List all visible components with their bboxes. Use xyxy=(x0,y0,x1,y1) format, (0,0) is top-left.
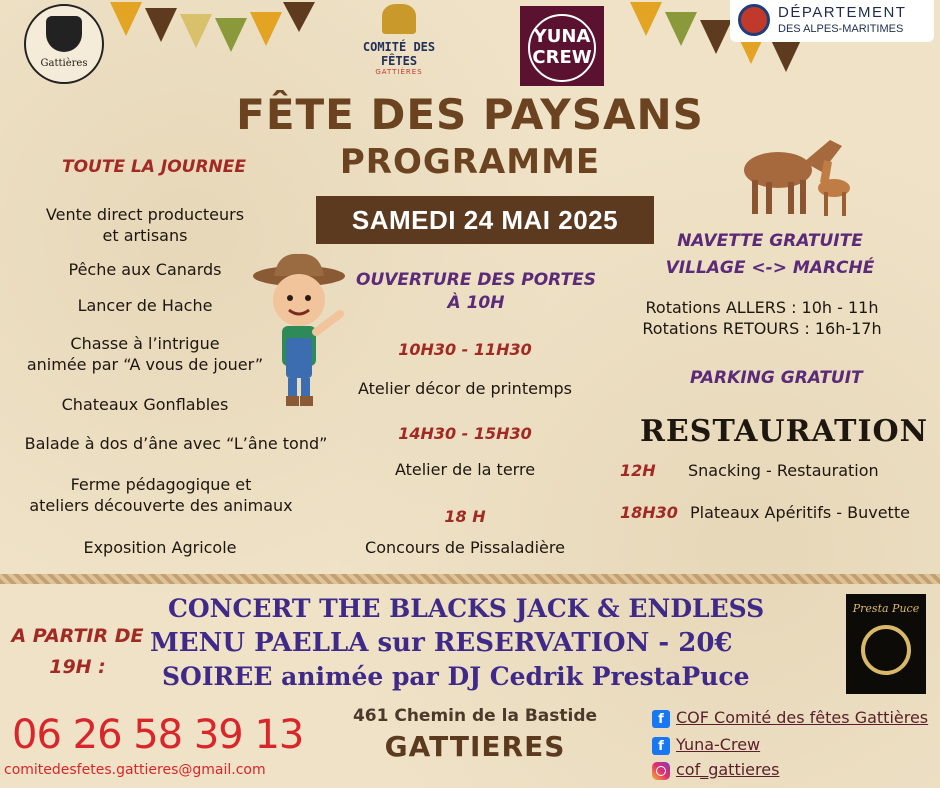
email-address[interactable]: comitedesfetes.gattieres@gmail.com xyxy=(4,762,266,778)
food-time-1: 12H xyxy=(620,461,656,480)
left-item-1: Vente direct producteurs et artisans xyxy=(45,205,245,245)
comite-logo-line2: FÊTES xyxy=(380,54,418,68)
event-date: SAMEDI 24 MAI 2025 xyxy=(316,196,654,244)
departement-line2: DES ALPES-MARITIMES xyxy=(778,23,904,35)
rotations-line2: Rotations RETOURS : 16h-17h xyxy=(642,319,882,338)
social-label-2: Yuna-Crew xyxy=(676,735,761,754)
rope-divider xyxy=(0,574,940,584)
presta-puce-emblem-icon xyxy=(861,625,911,675)
shuttle-heading-line2: VILLAGE <-> MARCHÉ xyxy=(665,258,875,278)
left-item-6: Balade à dos d’âne avec “L’âne tond” xyxy=(24,434,328,453)
slot-time-1: 10H30 - 11H30 xyxy=(398,340,532,359)
evening-line-2: MENU PAELLA sur RESERVATION - 20€ xyxy=(150,628,733,658)
social-facebook-yuna[interactable] xyxy=(652,735,760,755)
all-day-heading: TOUTE LA JOURNEE xyxy=(62,157,247,177)
evening-from-line1: A PARTIR DE xyxy=(11,625,144,647)
left-item-3: Lancer de Hache xyxy=(77,296,213,315)
social-label-3: cof_gattieres xyxy=(676,760,780,779)
address-street: 461 Chemin de la Bastide xyxy=(352,706,598,726)
parking-heading: PARKING GRATUIT xyxy=(690,368,863,388)
slot-activity-3: Concours de Pissaladière xyxy=(365,538,565,557)
left-item-2: Pêche aux Canards xyxy=(68,260,222,279)
evening-line-1: CONCERT THE BLACKS JACK & ENDLESS xyxy=(168,594,765,623)
yuna-line1: YUNA xyxy=(533,26,591,47)
presta-puce-label: Presta Puce xyxy=(852,602,920,615)
yuna-line2: CREW xyxy=(532,47,592,68)
shuttle-heading-line1: NAVETTE GRATUITE xyxy=(677,231,863,251)
slot-activity-1: Atelier décor de printemps xyxy=(357,379,573,398)
departement-emblem-icon xyxy=(738,4,770,36)
horses-illustration xyxy=(738,130,858,220)
food-item-1: Snacking - Restauration xyxy=(688,461,879,480)
food-time-2: 18H30 xyxy=(620,503,678,522)
gattieres-logo xyxy=(24,4,104,84)
slot-activity-2: Atelier de la terre xyxy=(394,460,536,479)
departement-line1: DÉPARTEMENT xyxy=(778,4,907,21)
social-instagram[interactable] xyxy=(652,760,779,780)
opening-heading-line2: À 10H xyxy=(447,293,505,313)
slot-time-2: 14H30 - 15H30 xyxy=(398,424,532,443)
comite-logo-line3: GATTIÈRES xyxy=(375,68,423,76)
facebook-icon: f xyxy=(652,737,670,755)
left-item-5: Chateaux Gonflables xyxy=(61,395,229,414)
social-label-1: COF Comité des fêtes Gattières xyxy=(676,708,929,727)
social-facebook-cof[interactable] xyxy=(652,708,928,728)
gattieres-logo-label: Gattières xyxy=(40,58,88,69)
presta-puce-logo xyxy=(846,594,926,694)
departement-logo xyxy=(730,0,934,42)
yuna-circle xyxy=(528,14,596,82)
phone-number[interactable]: 06 26 58 39 13 xyxy=(12,712,304,758)
food-item-2: Plateaux Apéritifs - Buvette xyxy=(690,503,910,522)
yuna-crew-logo xyxy=(520,6,604,86)
comite-logo-line1: COMITÉ DES xyxy=(362,40,436,54)
rotations-line1: Rotations ALLERS : 10h - 11h xyxy=(645,298,879,317)
crest-icon xyxy=(46,16,82,52)
address-town: GATTIERES xyxy=(384,730,566,763)
left-item-8: Exposition Agricole xyxy=(83,538,237,557)
slot-time-3: 18 H xyxy=(444,507,486,526)
facebook-icon: f xyxy=(652,710,670,728)
instagram-icon xyxy=(652,762,670,780)
evening-line-3: SOIREE animée par DJ Cedrik PrestaPuce xyxy=(162,662,750,691)
comite-logo xyxy=(312,4,486,90)
restauration-heading: RESTAURATION xyxy=(640,414,929,449)
event-title: FÊTE DES PAYSANS xyxy=(236,90,704,139)
event-subtitle: PROGRAMME xyxy=(339,142,601,182)
evening-from-line2: 19H : xyxy=(49,656,106,678)
opening-heading-line1: OUVERTURE DES PORTES xyxy=(356,270,596,290)
lion-icon xyxy=(382,4,416,34)
left-item-7: Ferme pédagogique et ateliers découverte des animaux xyxy=(29,475,293,515)
left-item-4: Chasse à l’intrigue animée par “A vous de jouer” xyxy=(26,334,264,374)
